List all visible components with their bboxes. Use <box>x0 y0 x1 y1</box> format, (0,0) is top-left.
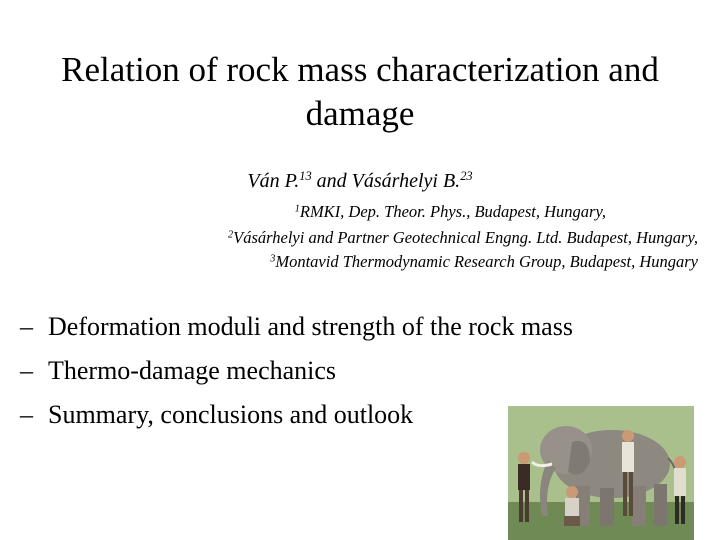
bullet-dash: – <box>20 356 33 385</box>
author-2-affiliation-marker: 23 <box>460 169 473 184</box>
affiliation-3 <box>78 251 698 273</box>
affiliation-1-text: RMKI, Dep. Theor. Phys., Budapest, Hungary, <box>299 202 606 221</box>
affiliation-1 <box>0 201 606 223</box>
bullet-dash: – <box>20 400 33 429</box>
elephant-illustration <box>508 406 694 540</box>
blind-man-2 <box>564 486 580 526</box>
outline-item <box>20 393 573 437</box>
outline-item-text: Summary, conclusions and outlook <box>48 400 414 429</box>
outline-item-text: Deformation moduli and strength of the rock mass <box>48 312 573 341</box>
affiliation-2-marker: 2 <box>228 229 234 241</box>
outline-item-text: Thermo-damage mechanics <box>48 356 337 385</box>
author-1: Ván P. <box>247 170 300 192</box>
affiliation-1-marker: 1 <box>294 203 300 215</box>
affiliation-3-text: Montavid Thermodynamic Research Group, Budapest, Hungary <box>275 252 698 271</box>
slide-title: Relation of rock mass characterization and damage <box>61 50 659 133</box>
outline-item <box>20 305 573 349</box>
author-line <box>0 168 720 194</box>
bullet-dash: – <box>20 312 33 341</box>
author-2: Vásárhelyi B. <box>351 170 461 192</box>
outline-item <box>20 349 573 393</box>
author-1-affiliation-marker: 13 <box>299 169 312 184</box>
outline-list <box>20 305 573 437</box>
affiliation-3-marker: 3 <box>270 253 276 265</box>
affiliation-2-text: Vásárhelyi and Partner Geotechnical Engng. Ltd. Budapest, Hungary, <box>233 228 698 247</box>
affiliation-2 <box>78 227 698 249</box>
author-conjunction: and <box>316 170 347 192</box>
